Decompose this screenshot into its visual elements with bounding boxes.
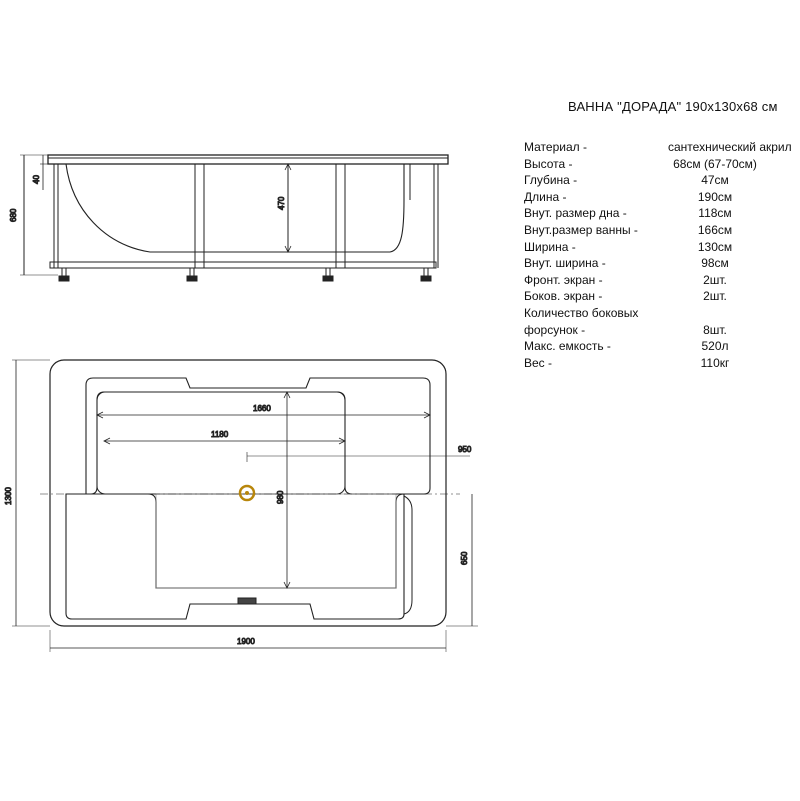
dim-inner-width-label: 980 <box>276 490 285 504</box>
dim-rim-label: 40 <box>32 175 41 184</box>
dim-bottom-length-label: 1180 <box>211 430 229 439</box>
spec-label: форсунок - <box>524 323 586 337</box>
spec-value: 2шт. <box>703 273 727 287</box>
spec-value: 130см <box>697 240 733 254</box>
spec-value: 520л <box>701 339 729 353</box>
spec-label: Высота - <box>524 157 573 171</box>
spec-value: 190см <box>697 190 733 204</box>
dim-total-height-label: 680 <box>9 208 18 222</box>
spec-label: Количество боковых <box>524 306 639 320</box>
dim-total-length-label: 1900 <box>237 637 255 646</box>
dim-inner-length-label: 1660 <box>253 404 271 413</box>
spec-value: 166см <box>697 223 733 237</box>
top-view <box>12 360 478 652</box>
spec-label: Внут. размер дна - <box>524 206 627 220</box>
spec-label: Длина - <box>524 190 567 204</box>
spec-label: Ширина - <box>524 240 576 254</box>
lower-seat-contour <box>66 494 404 619</box>
spec-label: Глубина - <box>524 173 578 187</box>
upper-seat-contour <box>86 378 430 494</box>
dim-offset-label: 950 <box>458 445 472 454</box>
spec-value: 118см <box>698 206 732 220</box>
spec-value: 47см <box>701 173 729 187</box>
spec-value: 2шт. <box>703 289 727 303</box>
spec-label: Макс. емкость - <box>524 339 611 353</box>
tub-shell-profile <box>66 164 404 252</box>
spec-value: 110кг <box>700 356 730 370</box>
frame-base <box>50 262 436 268</box>
side-view-rim <box>48 155 448 164</box>
spec-value: 98см <box>701 256 729 270</box>
overflow-fitting <box>238 598 256 604</box>
dim-depth-label: 470 <box>277 196 286 210</box>
dim-half-width-label: 650 <box>460 551 469 565</box>
spec-value: 8шт. <box>703 323 727 337</box>
dim-total-width-label: 1300 <box>4 487 13 505</box>
spec-label: Фронт. экран - <box>524 273 603 287</box>
spec-value: сантехнический акрил <box>668 140 792 154</box>
spec-label: Внут. ширина - <box>524 256 606 270</box>
lower-basin-floor <box>156 494 396 588</box>
product-title: ВАННА "ДОРАДА" 190x130x68 см <box>568 99 778 114</box>
spec-label: Внут.размер ванны - <box>524 223 638 237</box>
adjustable-feet <box>59 268 431 281</box>
spec-label: Вес - <box>524 356 553 370</box>
side-view <box>20 155 448 281</box>
spec-label: Боков. экран - <box>524 289 603 303</box>
upper-basin-floor <box>97 392 345 494</box>
spec-value: 68см (67-70см) <box>673 157 757 171</box>
spec-label: Материал - <box>524 140 587 154</box>
